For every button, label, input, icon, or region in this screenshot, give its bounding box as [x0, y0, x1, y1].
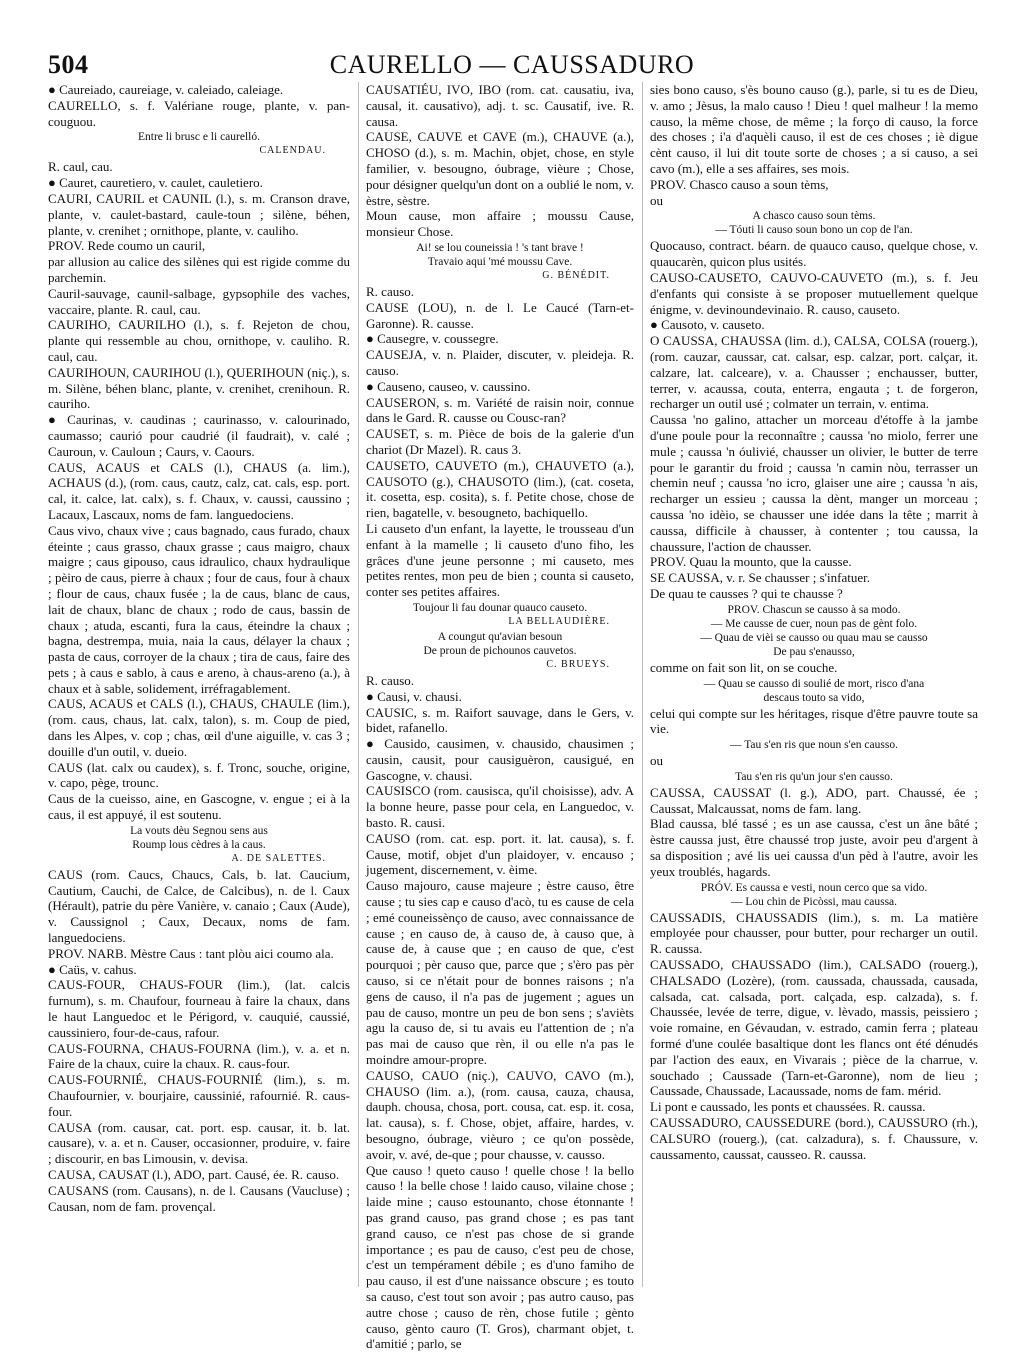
verse-author: G. BÉNÉDIT. — [542, 269, 610, 281]
verse-quote — [650, 603, 978, 659]
verse-quote — [650, 738, 978, 752]
running-head: CAURELLO — CAUSSADURO — [329, 50, 695, 79]
dictionary-entry: ou — [650, 753, 663, 769]
verse-line: A coungut qu'avian besoun — [437, 630, 563, 643]
dictionary-entry: ● Caurinas, v. caudinas ; caurinasso, v. calourinado, caumasso; caurió pour caudrié (il faudrait), v. calé ; Cauroun, v. Cauloun ; Caurs, v. Caours. — [48, 412, 350, 459]
verse-author: A. DE SALETTES. — [231, 852, 326, 864]
dictionary-entry: Quocauso, contract. béarn. de quauco causo, quelque chose, v. quaucarèn, quicon plus usités. — [650, 238, 978, 270]
dictionary-entry: CAUSANS (rom. Causans), n. de l. Causans (Vaucluse) ; Causan, nom de fam. provençal. — [48, 1182, 350, 1214]
verse-line: La vouts dèu Segnou sens aus — [130, 824, 268, 837]
verse-quote — [48, 824, 350, 866]
dictionary-entry: CAUSSADURO, CAUSSEDURE (bord.), CAUSSURO (rh.), CALSURO (rouerg.), (cat. calzadura), s. f. Chaussure, v. caussamento, caussat, causseo. R. caussa. — [650, 1115, 978, 1162]
verse-author: C. BRUEYS. — [546, 658, 610, 670]
dictionary-entry: CAUSETO, CAUVETO (m.), CHAUVETO (a.), CAUSOTO (g.), CHAUSOTO (lim.), (cat. coseta, it. cosetta, esp. cosita), s. f. Petite chose, chose de rien, bagatelle, v. besougneto, bachiquello. — [366, 457, 634, 521]
verse-quote — [650, 881, 978, 909]
dictionary-entry: CAUS, ACAUS et CALS (l.), CHAUS, CHAULE (lim.), (rom. caus, chaus, lat. calx, talon), s. m. Coup de pied, dans les Alpes, v. cop ; chas, œil d'une aiguille, v. cas 3 ; douille d'un outil, v. dueio. — [48, 696, 350, 759]
dictionary-entry: CAUSO-CAUSETO, CAUVO-CAUVETO (m.), s. f. Jeu d'enfants qui consiste à se proposer mutuellement quelque énigme, v. devinoundevinaio. R. causo, causeto. — [650, 269, 978, 317]
dictionary-entry: CAURELLO, s. f. Valériane rouge, plante, v. pan-couguou. — [48, 97, 350, 129]
column-1 — [48, 82, 350, 1292]
dictionary-entry: Causo majouro, cause majeure ; èstre causo, être cause ; tu sies cap e causo d'acò, tu es cause de cela ; emé couneissènço de causo, avec connaissance de cause ; en causo de, à causo de, à causo que, à cause de, à cause que ; en causo de que, c'est pourquoi ; pèr causo que, parce que ; s'èro pas pèr causo, si ce n'était pour de bonnes raisons ; n'a gens de causo, il n'a pas de jugement ; agues un pau de causo, montre un peu de bon sens ; s'avièts agu la causo de, si tu avais eu l'attention de ; n'a pas mai de causo que rèn, il ou elle n'a pas le moindre amour-propre. — [366, 878, 634, 1068]
dictionary-entry: CAUS-FOUR, CHAUS-FOUR (lim.), (lat. calcis furnum), s. m. Chaufour, fourneau à faire la chaux, dans le haut Languedoc et le Périgord, v. cauquié, caussié, caussiniero, four-de-caus, rafour. — [48, 977, 350, 1040]
dictionary-entry: celui qui compte sur les héritages, risque d'être pauvre toute sa vie. — [650, 705, 978, 737]
dictionary-entry: CAURIHOUN, CAURIHOU (l.), QUERIHOUN (niç.), s. m. Silène, béhen blanc, plante, v. crenihet, crenihoun. R. cauriho. — [48, 364, 350, 412]
dictionary-entry: PROV. Rede coumo un cauril, — [48, 238, 206, 254]
verse-line: PROV. Chascun se causso à sa modo. — [727, 603, 901, 616]
dictionary-entry: SE CAUSSA, v. r. Se chausser ; s'infatuer. — [650, 570, 870, 586]
column-divider — [642, 82, 643, 1287]
verse-line: descaus touto sa vido, — [763, 691, 865, 704]
column-2 — [366, 82, 634, 1352]
dictionary-entry: CAUS (rom. Caucs, Chaucs, Cals, b. lat. Caucium, Cautium, Cauchi, de Calce, de Calcibus), n. de l. Caux (Hérault), patrie du père Vanière, v. canaio ; Caux (Aude), v. Caussignol ; Caux, Decaux, noms de fam. languedociens. — [48, 866, 350, 946]
dictionary-entry: CAUSA, CAUSAT (l.), ADO, part. Causé, ée. R. causo. — [48, 1167, 340, 1182]
verse-line: Travaio aqui 'mé moussu Cave. — [427, 255, 573, 268]
dictionary-entry: CAUSATIÉU, IVO, IBO (rom. cat. causatiu, iva, causal, it. causativo), adj. t. sc. Causatif, ive. R. causa. — [366, 82, 634, 129]
dictionary-entry: PROV. NARB. Mèstre Caus : tant plòu aici coumo ala. — [48, 945, 334, 961]
verse-line: Toujour li fau dounar quauco causeto. — [412, 601, 588, 614]
dictionary-entry: ● Cauret, cauretiero, v. caulet, cauletiero. — [48, 175, 263, 191]
dictionary-entry: sies bono causo, s'ès bouno causo (g.), parle, si tu es de Dieu, v. amo ; Jèsus, la malo causo ! Dieu ! quel malheur ! la memo causo, la même chose, de même ; la forço di causo, la force des choses ; i'a d'aquèli causo, il est de ces choses ; iè digue cènt causo, il lui dit toute sorte de choses ; a si causo, a sei cavo (m.), elle a ses affaires, ses mois. — [650, 82, 978, 176]
dictionary-entry: Caussa 'no galino, attacher un morceau d'étoffe à la jambe d'une poule pour la reconnaître ; caussa 'no miolo, ferrer une mule ; caussa 'n óulivié, chausser un olivier, le butter de terre pour le garantir du froid ; caussa 'n camin nòu, terrasser un chemin neuf ; caussa 'no icro, glaiser une aire ; caussa 'n ais, recharger un essieu ; caussa la dènt, manger un morceau ; caussa 'no idèio, se chausser une idée dans la tête ; marrit à caussa, difficile à chausser, à contenter ; tou caussa, la chaussure, l'action de chausser. — [650, 412, 978, 554]
column-divider — [358, 82, 359, 1287]
verse-line: De pau s'enausso, — [773, 645, 855, 658]
dictionary-entry: De quau te causses ? qui te chausse ? — [650, 585, 843, 601]
verse-line: Ai! se lou couneissia ! 's tant brave ! — [416, 241, 584, 254]
page-number: 504 — [48, 50, 89, 79]
dictionary-entry: Blad caussa, blé tassé ; es un ase caussa, c'est un âne bâté ; èstre caussa just, être chaussé trop juste, avoir peu d'argent à sa disposition ; avé lis uei caussa d'un pèd à l'autre, avoir les yeux troublés, hagards. — [650, 816, 978, 879]
dictionary-entry: Cauril-sauvage, caunil-salbage, gypsophile des vaches, vaccaire, plante. R. caul, cau. — [48, 285, 350, 317]
dictionary-entry: Caus de la cueisso, aine, en Gascogne, v. engue ; ei à la caus, il est appuyé, il est soutenu. — [48, 791, 350, 823]
dictionary-entry: R. caul, cau. — [48, 159, 113, 175]
verse-quote — [366, 601, 634, 629]
dictionary-entry: CAUSE (LOU), n. de l. Le Caucé (Tarn-et-Garonne). R. causse. — [366, 299, 634, 331]
verse-quote — [650, 677, 978, 705]
verse-line: — Tóuti li causo soun bono un cop de l'an. — [715, 224, 913, 237]
verse-quote — [650, 209, 978, 237]
verse-line: — Quau de vièi se causso ou quau mau se causso — [700, 631, 928, 644]
dictionary-entry: ● Causi, v. chausi. — [366, 688, 462, 704]
verse-author: CALENDAU. — [259, 145, 326, 157]
verse-line: — Lou chin de Picòssi, mau caussa. — [730, 895, 898, 908]
dictionary-entry: Que causo ! queto causo ! quelle chose ! la bello causo ! la belle chose ! laido causo, vilaine chose ; laide mine ; causo estounanto, chose étonnante ! pas grand causo, pas grand chose ; es pas tant grand causo, ce n'est pas chose de si grande importance ; es pau de causo, c'est peu de chose, c'est un tempérament débile ; es d'uno famiho de pau causo, il est d'une naissance obscure ; es touto sa causo, c'est tout son avoir ; pas autro causo, pas autre chose ; causo de rèn, chose futile ; gènto causo, gènto cauro (T. Gros), charmant objet, t. d'amitié ; parlo, se — [366, 1162, 634, 1352]
verse-line: Entre li brusc e li caurelló. — [138, 131, 260, 144]
dictionary-entry: CAUSERON, s. m. Variété de raisin noir, connue dans le Gard. R. causse ou Cousc-ran? — [366, 394, 634, 426]
dictionary-entry: CAURIHO, CAURILHO (l.), s. f. Rejeton de chou, plante qui ressemble au chou, ornithope, v. cauliho. R. caul, cau. — [48, 317, 350, 364]
verse-line: De proun de pichounos cauvetos. — [423, 644, 577, 657]
dictionary-entry: CAUS-FOURNA, CHAUS-FOURNA (lim.), v. a. et n. Faire de la chaux, cuire la chaux. R. caus-four. — [48, 1040, 350, 1072]
verse-quote — [366, 241, 634, 283]
dictionary-entry: CAUSSADIS, CHAUSSADIS (lim.), s. m. La matière employée pour chausser, pour butter, pour recharger un outil. R. caussa. — [650, 909, 978, 957]
dictionary-entry: ou — [650, 192, 663, 208]
dictionary-entry: CAUSE, CAUVE et CAVE (m.), CHAUVE (a.), CHOSO (d.), s. m. Machin, objet, chose, en style familier, v. besougno, óubrage, vièure ; Chose, pour désigner quelqu'un dont on a oublié le nom, v. èstre, sèstre. — [366, 129, 634, 208]
dictionary-entry: CAUSO (rom. cat. esp. port. it. lat. causa), s. f. Cause, motif, objet d'un plaidoyer, v. encauso ; jugement, discernement, v. èime. — [366, 830, 634, 878]
dictionary-entry: ● Causeno, causeo, v. caussino. — [366, 378, 531, 394]
dictionary-entry: comme on fait son lit, on se couche. — [650, 659, 838, 675]
verse-line: — Tau s'en ris que noun s'en causso. — [730, 739, 898, 752]
dictionary-entry: ● Causoto, v. causeto. — [650, 317, 765, 333]
dictionary-entry: R. causo. — [366, 283, 415, 299]
dictionary-entry: ● Caüs, v. cahus. — [48, 961, 137, 977]
dictionary-entry: CAUSISCO (rom. causisca, qu'il choisisse), adv. A la bonne heure, passe pour cela, en Languedoc, v. basto. R. causi. — [366, 783, 634, 831]
dictionary-entry: Caus vivo, chaux vive ; caus bagnado, caus furado, chaux éteinte ; caus grasso, chaux grasse ; caus maigro, chaux maigre ; caus gipouso, caus idraulico, chaux hydraulique ; pèiro de caus, pierre à chaux ; four de caus, four à chaux ; flour de caus, chaux fusée ; la de caus, blanc de caus, lait de chaux, blanc de chaux ; rodo de caus, bassin de chaux ; atuda, escanti, fura la caus, éteindre la chaux ; bagna, destrempa, muia, naia la caus, délayer la chaux ; pasta de caus, corroyer de la chaux ; tira de caus, faire des pets ; à caus e sablo, à caus e areno, à chaus-areno (a.), à chaux et à sable, solidement, irréfragablement. — [48, 522, 350, 696]
dictionary-entry: CAUSEJA, v. n. Plaider, discuter, v. pleideja. R. causo. — [366, 347, 634, 378]
dictionary-entry: ● Causegre, v. coussegre. — [366, 331, 499, 347]
dictionary-entry: CAUS, ACAUS et CALS (l.), CHAUS (a. lim.), ACHAUS (d.), (rom. caus, cautz, calz, cat. cals, esp. port. cal, it. calce, lat. calx), s. f. Chaux, v. caussi, caussino ; Lacaux, Lascaux, noms de fam. languedociens. — [48, 459, 350, 522]
dictionary-entry: CAUSSADO, CHAUSSADO (lim.), CALSADO (rouerg.), CHALSADO (Lozère), (rom. caussada, chaussada, causada, calsada, cat. calsada, port. calçada, esp. calzada), s. f. Chaussée, levée de terre, digue, v. lèvado, massis, peissiero ; voie romaine, en Gévaudan, v. estrado, camin ferra ; plateau formé d'une coulée basaltique dont les flancs ont été dénudés par l'action des eaux, en Vivarais ; pièce de la charrue, v. souchado ; Caussade (Tarn-et-Garonne), nom de lieu ; Caussade, Chaussade, Lacaussade, noms de fam. mérid. — [650, 957, 978, 1099]
dictionary-entry: CAUSET, s. m. Pièce de bois de la galerie d'un chariot (Dr Mazel). R. caus 3. — [366, 426, 634, 457]
dictionary-entry: par allusion au calice des silènes qui est rigide comme du parchemin. — [48, 254, 350, 285]
dictionary-entry: Li causeto d'un enfant, la layette, le trousseau d'un enfant à la mamelle ; li causeto d'uno fiho, les grâces d'une jeune personne ; mi causeto, mes petites rentes, mon peu de bien ; counta si causeto, conter ses petites affaires. — [366, 520, 634, 600]
dictionary-entry: CAUS-FOURNIÉ, CHAUS-FOURNIÉ (lim.), s. m. Chaufournier, v. bourjaire, caussinié, rafournié. R. caus-four. — [48, 1072, 350, 1119]
verse-line: A chasco causo soun tèms. — [752, 210, 876, 223]
verse-line: — Quau se causso di soulié de mort, risco d'ana — [703, 677, 925, 690]
dictionary-entry: CAUS (lat. calx ou caudex), s. f. Tronc, souche, origine, v. capo, pège, trounc. — [48, 759, 350, 791]
verse-line: Roump lous cèdres à la caus. — [132, 838, 266, 851]
dictionary-entry: CAUSSA, CAUSSAT (l. g.), ADO, part. Chaussé, ée ; Caussat, Malcaussat, noms de fam. lang. — [650, 784, 978, 816]
column-3 — [650, 82, 978, 1292]
verse-quote — [650, 770, 978, 784]
dictionary-entry: CAUSIC, s. m. Raifort sauvage, dans le Gers, v. bidet, rafanello. — [366, 704, 634, 736]
verse-line: Tau s'en ris qu'un jour s'en causso. — [735, 770, 893, 783]
verse-line: PRÓV. Es caussa e vesti, noun cerco que sa vido. — [700, 881, 928, 894]
dictionary-entry: O CAUSSA, CHAUSSA (lim. d.), CALSA, COLSA (rouerg.), (rom. cauzar, caussar, cat. calsar, esp. calzar, port. calçar, it. calzare, lat. calceare), v. a. Chausser ; enchausser, butter, terrer, v. acaussa, couta, enterra, engauta ; t. de forgeron, recharger un outil usé ; colmater un terrain, v. entima. — [650, 333, 978, 412]
dictionary-entry: Li pont e caussado, les ponts et chaussées. R. caussa. — [650, 1099, 926, 1115]
dictionary-entry: PROV. Quau la mounto, que la causse. — [650, 554, 852, 570]
verse-quote — [48, 130, 350, 158]
dictionary-entry: CAUSO, CAUO (niç.), CAUVO, CAVO (m.), CHAUSO (lim. a.), (rom. causa, cauza, chausa, dauph. chousa, chosa, port. cousa, cat. esp. it. cosa, lat. causa), s. f. Chose, objet, affaire, hardes, v. besougno, óubrage, vièuro ; ce qu'on possède, avoir, v. avé, de-que ; pour chausse, v. causso. — [366, 1067, 634, 1162]
dictionary-entry: Moun cause, mon affaire ; moussu Cause, monsieur Chose. — [366, 208, 634, 240]
dictionary-entry: CAUSA (rom. causar, cat. port. esp. causar, it. b. lat. causare), v. a. et n. Causer, occasionner, produire, v. faire ; discourir, en bas Limousin, v. devisa. — [48, 1119, 350, 1167]
dictionary-entry: PROV. Chasco causo a soun tèms, — [650, 176, 829, 192]
verse-line: — Me causse de cuer, noun pas de gènt folo. — [710, 617, 918, 630]
dictionary-entry: ● Causido, causimen, v. chausido, chausimen ; causin, causit, pour causiguèron, causigué, en Gascogne, v. chausi. — [366, 736, 634, 783]
dictionary-entry: R. causo. — [366, 672, 415, 688]
verse-author: LA BELLAUDIÈRE. — [508, 615, 610, 627]
verse-quote — [366, 630, 634, 672]
dictionary-entry: CAURI, CAURIL et CAUNIL (l.), s. m. Cranson drave, plante, v. caulet-bastard, caule-toun ; silène, béhen, plante, v. crenihet ; ornithope, plante, v. cauliho. — [48, 190, 350, 238]
dictionary-entry: ● Caureiado, caureiage, v. caleiado, caleiage. — [48, 82, 284, 97]
